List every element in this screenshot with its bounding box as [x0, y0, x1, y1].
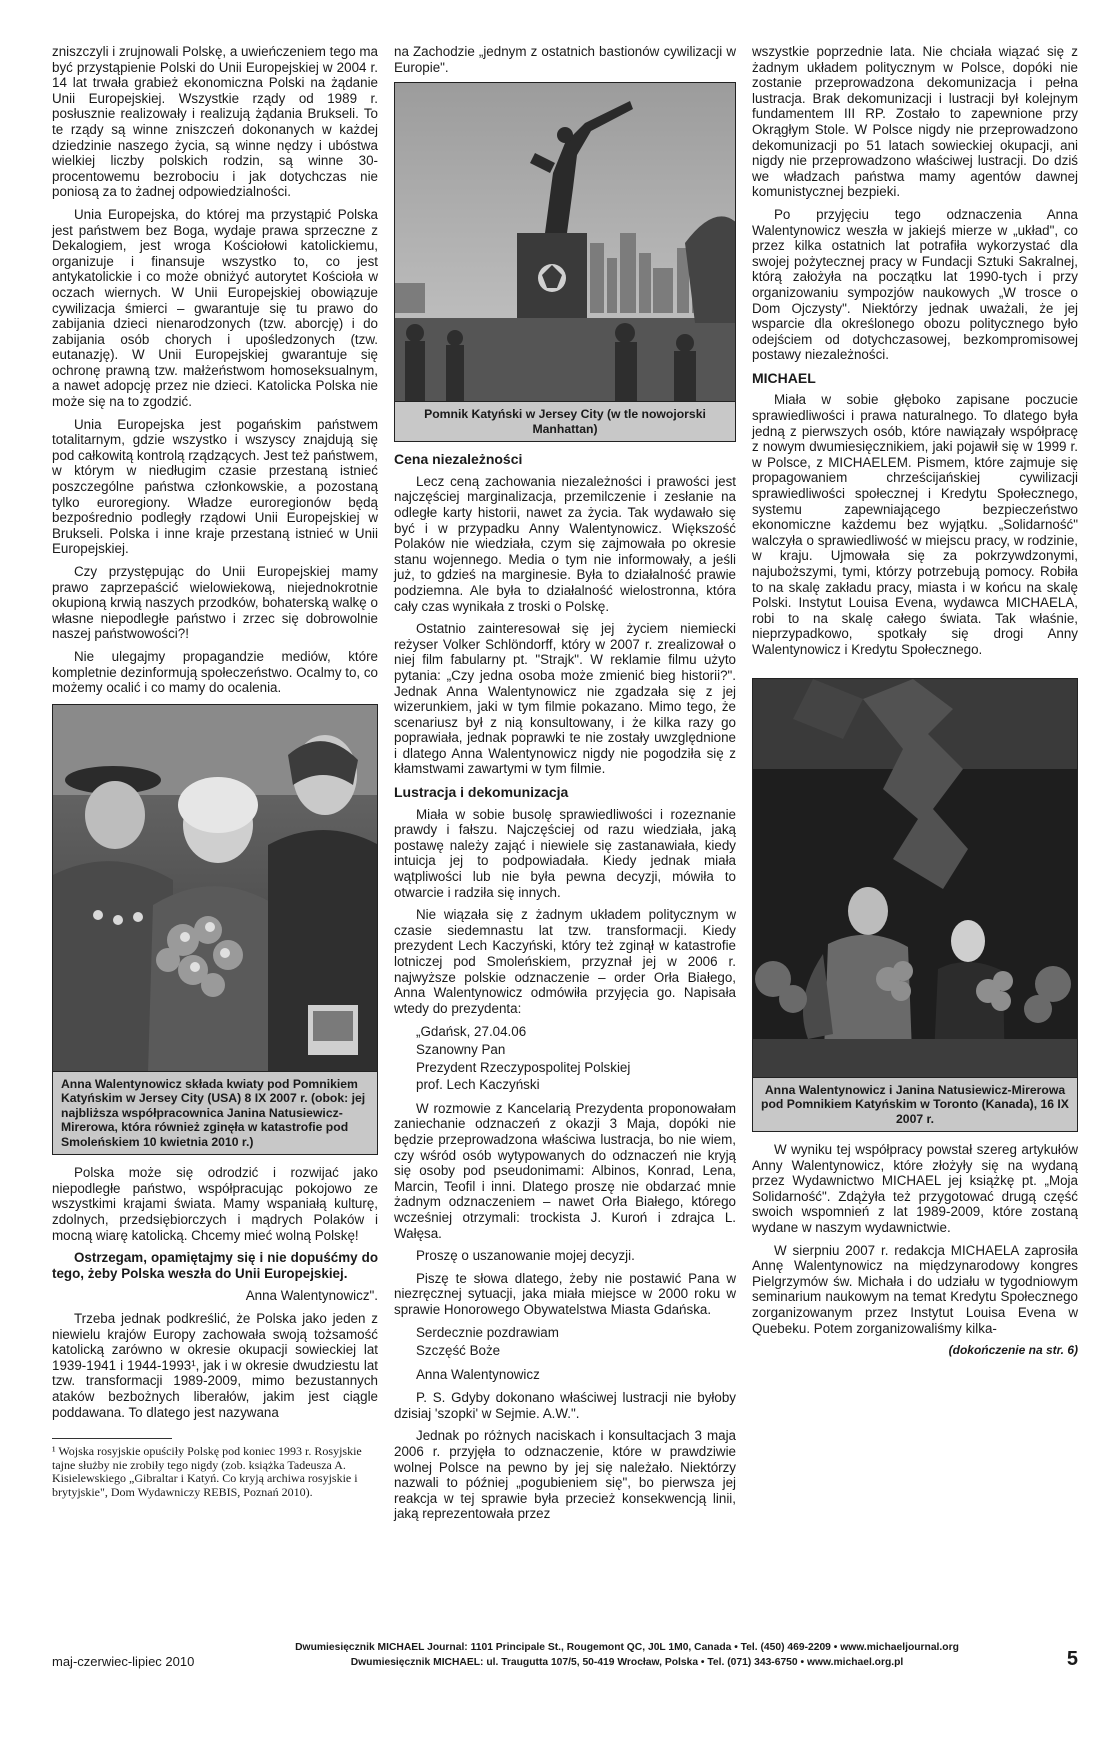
section-heading: Cena niezależności	[394, 451, 523, 468]
letter-paragraph: Piszę te słowa dlatego, żeby nie postawić Pana w niezręcznej sytuacji, jaka miała miejsce w 2000 roku w sprawie Honorowego Obywatelstwa Miasta Gdańska.	[394, 1270, 736, 1317]
photo-illustration	[53, 705, 378, 1072]
footnote-divider	[52, 1438, 172, 1439]
photo-caption: Anna Walentynowicz składa kwiaty pod Pomnikiem Katyńskim w Jersey City (USA) 8 IX 2007 r. (obok: jej najbliższa współpracownica Janina Natusiewicz-Mirerowa, która również zginęła w katastrofie pod Smoleńskiem 10 kwietnia 2010 r.)	[52, 1072, 378, 1156]
article-paragraph: Miała w sobie busolę sprawiedliwości i rozeznanie prawdy i fałszu. Najczęściej od razu wiedziała, jaką postawę należy zająć i niewiele się zastanawiała, kiedy intuicja jej to podpowiadała. Kiedy jednak miała wątpliwości lub nie była pewna decyzji, mówiła to otwarcie i radziła się innych.	[394, 806, 736, 900]
left-column	[52, 44, 378, 1507]
article-paragraph: Czy przystępując do Unii Europejskiej mamy prawo zaprzepaścić wielowiekową, niejednokrotnie okupioną krwią naszych przodków, bohaterską walkę o własne niepodległe państwo i zrzec się dobrowolnie naszej państwowości?!	[52, 564, 378, 642]
article-paragraph: Nie wiązała się z żadnym układem politycznym w czasie siedemnastu lat tzw. transformacji. Kiedy prezydent Lech Kaczyński, który też zginął w katastrofie lotniczej pod Smoleńskiem, przyznał jej w 2006 r. najwyższe polskie odznaczenie – order Orła Białego, Anna Walentynowicz odmówiła przyjęcia go. Napisała wtedy do prezydenta:	[394, 907, 736, 1016]
middle-column	[394, 44, 736, 1529]
article-paragraph: Miała w sobie głęboko zapisane poczucie sprawiedliwości i prawa naturalnego. To dlatego była jedną z pierwszych osób, które nawiązały współpracę z nowym dwumiesięcznikiem, jaki pojawił się w 1999 r. w Polsce, z MICHAELEM. Pismem, które zajmuje się propagowaniem chrześcijańskiej cywilizacji sprawiedliwości społecznej i Kredytu Społecznego, systemu zapewniającego bezpieczeństwo ekonomiczne każdemu bez wyjątku. „Solidarność" walczyła o sprawiedliwość w miejscu pracy, w rodzinie, w kraju. Ujmowała się za pokrzywdzonymi, najuboższymi, tymi, którzy potrzebują pomocy. Robiła to na skalę zakładu pracy, miasta i w końcu na skalę Polski. Instytut Louisa Evena, wydawca MICHAELA, robi to na skalę całego świata. Tak właśnie, nieprzypadkowo, spotkały się drogi Anny Walentynowicz i Kredytu Społecznego.	[752, 392, 1078, 657]
photo-katyn-monument-toronto	[752, 678, 1078, 1078]
page-footer	[52, 1640, 1078, 1684]
photo-caption: Anna Walentynowicz i Janina Natusiewicz-Mirerowa pod Pomnikiem Katyńskim w Toronto (Kanada), 16 IX 2007 r.	[752, 1078, 1078, 1133]
letter-closing: Szczęść Boże	[416, 1343, 501, 1359]
letter-signature: Anna Walentynowicz	[416, 1366, 540, 1382]
article-paragraph: W wyniku tej współpracy powstał szereg artykułów Anny Walentynowicz, które złożyły się na wydaną przez Wydawnictwo MICHAEL jej książkę pt. „Moja Solidarność". Zdążyła też przygotować drugą część swoich wspomnień z lat 1989-2009, które zostaną wydane w naszym wydawnictwie.	[752, 1142, 1078, 1236]
footnote: ¹ Wojska rosyjskie opuściły Polskę pod koniec 1993 r. Rosyjskie tajne służby nie zrobiły tego nigdy (zob. książka Tadeusza A. Kisielewskiego „Gibraltar i Katyń. Co kryją archiwa rosyjskie i brytyjskie", Dom Wydawniczy REBIS, Poznań 2010).	[52, 1444, 362, 1499]
article-paragraph: W sierpniu 2007 r. redakcja MICHAELA zaprosiła Annę Walentynowicz na międzynarodowy kongres Pielgrzymów św. Michała i do udziału w tygodniowym seminarium naukowym na temat Kredytu Społecznego zorganizowanym przez Instytut Louisa Evena w Quebeku. Potem zorganizowaliśmy kilka-	[752, 1242, 1078, 1336]
continued-note: (dokończenie na str. 6)	[948, 1343, 1078, 1358]
letter-line: „Gdańsk, 27.04.06	[416, 1024, 527, 1040]
article-paragraph: wszystkie poprzednie lata. Nie chciała wiązać się z żadnym układem politycznym w Polsce, dopóki nie zostanie przeprowadzona dekomunizacja i pełna lustracja. Brak dekomunizacji i lustracji był kolejnym fundamentem III RP. Zostało to zapewnione przy Okrągłym Stole. W Polsce nigdy nie przeprowadzono dekomunizacji po 51 latach sowieckiej okupacji, ani nigdy nie przeprowadzono właściwej lustracji. Do dziś we władzach państwa mamy agentów dawnej komunistycznej bezpieki.	[752, 44, 1078, 200]
letter-postscript: P. S. Gdyby dokonano właściwej lustracji nie byłoby dzisiaj 'szopki' w Sejmie. A.W.".	[394, 1390, 736, 1421]
publisher-contacts	[262, 1640, 992, 1670]
signature: Anna Walentynowicz".	[245, 1288, 378, 1304]
section-heading: Lustracja i dekomunizacja	[394, 784, 569, 801]
article-paragraph: Ostatnio zainteresował się jej życiem niemiecki reżyser Volker Schlöndorff, który w 2007 r. zrealizował o niej film fabularny pt. "Strajk". W reklamie filmu użyto pytania: „Czy jedna osoba może zmienić bieg historii?". Jednak Anna Walentynowicz nie zgadzała się z jej wizerunkiem, jaki w tym filmie pokazano. Mimo tego, że scenariusz był z nią konsultowany, i że kilka razy go poprawiała, jednak poprawki te nie zostały uwzględnione i dlatego Anna Walentynowicz nigdy nie pogodziła się z kłamstwami zawartymi w tym filmie.	[394, 621, 736, 777]
article-paragraph: Po przyjęciu tego odznaczenia Anna Walentynowicz weszła w jakiejś mierze w „układ", co przez kilka ostatnich lat potrafiła wykorzystać dla swojej pożytecznej pracy w Fundacji Sztuki Sakralnej, którą założyła na początku lat 1990-tych i przy organizowaniu sympozjów naukowych „W trosce o Dom Ojczysty". Niektórzy jednak uważali, że jej wsparcie dla określonego obozu politycznego było odejściem od dotychczasowej, bezkompromisowej postawy niezależności.	[752, 206, 1078, 363]
section-heading: MICHAEL	[752, 369, 816, 386]
article-paragraph: Nie ulegajmy propagandzie mediów, które kompletnie dezinformują społeczeństwo. Ocalmy to, co możemy ocalić i co mamy do ocalenia.	[52, 648, 378, 696]
article-paragraph: Unia Europejska, do której ma przystąpić Polska jest państwem bez Boga, wydaje prawa sprzeczne z Dekalogiem, jest wroga Kościołowi katolickiemu, organizuje i finansuje wszystko to, co jest antykatolickie i co może obniżyć autorytet Kościoła w oczach wiernych. W Unii Europejskiej obowiązuje cywilizacja śmierci – gwarantuje się tu prawo do zabijania dzieci nienarodzonych (tzw. aborcję) i do zabijania osób chorych i upośledzonych (tzw. eutanazję). W Unii Europejskiej gwarantuje się ochronę prawną tzw. małżeństwom homoseksualnym, a nawet adopcję przez nie dzieci. Katolicka Polska nie może się na to zgodzić.	[52, 206, 378, 410]
letter-line: Prezydent Rzeczypospolitej Polskiej	[416, 1059, 631, 1075]
photo-illustration	[395, 83, 736, 402]
right-column	[752, 44, 1078, 1366]
letter-line: prof. Lech Kaczyński	[416, 1077, 540, 1093]
letter-closing: Serdecznie pozdrawiam	[416, 1325, 559, 1341]
photo-caption: Pomnik Katyński w Jersey City (w tle nowojorski Manhattan)	[394, 402, 736, 442]
photo-illustration	[753, 679, 1078, 1078]
photo-jersey-city-flowers	[52, 704, 378, 1072]
letter-paragraph: W rozmowie z Kancelarią Prezydenta proponowałam zaniechanie odznaczeń z okazji 3 Maja, dopóki nie będzie przeprowadzona właściwa lustracja, bo nie wiem, czy wśród osób wytypowanych do odznaczeń nie kryją się osoby pod pseudonimami: Albinos, Konrad, Lena, Marcin, Teofil i inni. Dlatego proszę nie obdarzać mnie żadnym odznaczeniem – nawet Orła Białego, którego wcześniej otrzymali: trockista J. Kuroń i zdrajca L. Wałęsa.	[394, 1100, 736, 1241]
page-number: 5	[1066, 1648, 1078, 1670]
issue-date: maj-czerwiec-lipiec 2010	[52, 1654, 195, 1669]
letter-line: Szanowny Pan	[416, 1041, 506, 1057]
article-paragraph: Trzeba jednak podkreślić, że Polska jako jeden z niewielu krajów Europy zachowała swoją tożsamość katolicką zarówno w okresie okupacji sowieckiej lat 1939-1941 i 1944-1993¹, jak i w okresie dwudziestu lat tzw. transformacji 1989-2009, mimo bezustannych ataków bezbożnych liberałów, jakim jest ciągle poddawana. To dlatego jest nazywana	[52, 1311, 378, 1420]
article-paragraph: Polska może się odrodzić i rozwijać jako niepodległe państwo, współpracując pokojowo ze wszystkimi krajami świata. Mamy wspaniałą kulturę, zdolnych, przedsiębiorczych i mądrych Polaków i mocną wiarę katolicką. Chcemy mieć wolną Polskę!	[52, 1165, 378, 1243]
article-paragraph: zniszczyli i zrujnowali Polskę, a uwieńczeniem tego ma być przystąpienie Polski do Unii Europejskiej w 2004 r. 14 lat trwała grabież ekonomiczna Polski na żądanie Unii Europejskiej. Wszystkie rządy od 1989 r. posłusznie realizowały i realizują żądania Brukseli. To te rządy są winne zniszczeń dokonanych w każdej dziedzinie naszego życia, są winne nędzy i ubóstwa wielkiej liczby polskich rodzin, są winne 30-procentowemu bezrobociu i jak dotychczas nie poniosą za to żadnej odpowiedzialności.	[52, 44, 378, 200]
bold-warning: Ostrzegam, opamiętajmy się i nie dopuśćmy do tego, żeby Polska weszła do Unii Europejskiej.	[52, 1250, 378, 1281]
photo-katyn-monument-jersey	[394, 82, 736, 402]
contact-line-poland: Dwumiesięcznik MICHAEL: ul. Traugutta 107/5, 50-419 Wrocław, Polska • Tel. (071) 343-6750 • www.michael.org.pl	[350, 1657, 904, 1668]
letter-paragraph: Proszę o uszanowanie mojej decyzji.	[416, 1248, 635, 1264]
article-paragraph: Unia Europejska jest pogańskim państwem totalitarnym, gdzie wszystko i wszyscy znajdują się pod całkowitą kontrolą rządzących. Jest też państwem, w którym w niedługim czasie przestaną istnieć poszczególne państwa członkowskie, a pozostaną tylko euroregiony. Władze euroregionów będą bezpośrednio podległy rządowi Unii Europejskiej w Brukseli. Polska i inne kraje przestaną istnieć w Unii Europejskiej.	[52, 416, 378, 557]
article-paragraph: na Zachodzie „jednym z ostatnich bastionów cywilizacji w Europie".	[394, 44, 736, 75]
contact-line-canada: Dwumiesięcznik MICHAEL Journal: 1101 Principale St., Rougemont QC, J0L 1M0, Canada • Tel. (450) 469-2209 • www.michaeljournal.org	[295, 1642, 959, 1653]
article-paragraph: Jednak po różnych naciskach i konsultacjach 3 maja 2006 r. przyjęła to odznaczenie, które w prawdziwie wolnej Polsce na pewno by jej się należało. Niektórzy nazwali to później „pogubieniem się", bo pierwsza jej reakcja w tej sprawie była przecież konsekwencją linii, jaką reprezentowała przez	[394, 1428, 736, 1522]
article-paragraph: Lecz ceną zachowania niezależności i prawości jest najczęściej marginalizacja, przemilczenie i zesłanie na odległe karty historii, nawet za życia. Tak wydawało się być i w przypadku Anny Walentynowicz. Większość Polaków nie wiedziała, czym się zajmowała po okresie stanu wojennego. Media o tym nie informowały, a jeśli już, to gdzieś na marginesie. Była to działalność prawie podziemna. Ale była to działalność wielostronna, która cały czas wynikała z troski o Polskę.	[394, 473, 736, 614]
